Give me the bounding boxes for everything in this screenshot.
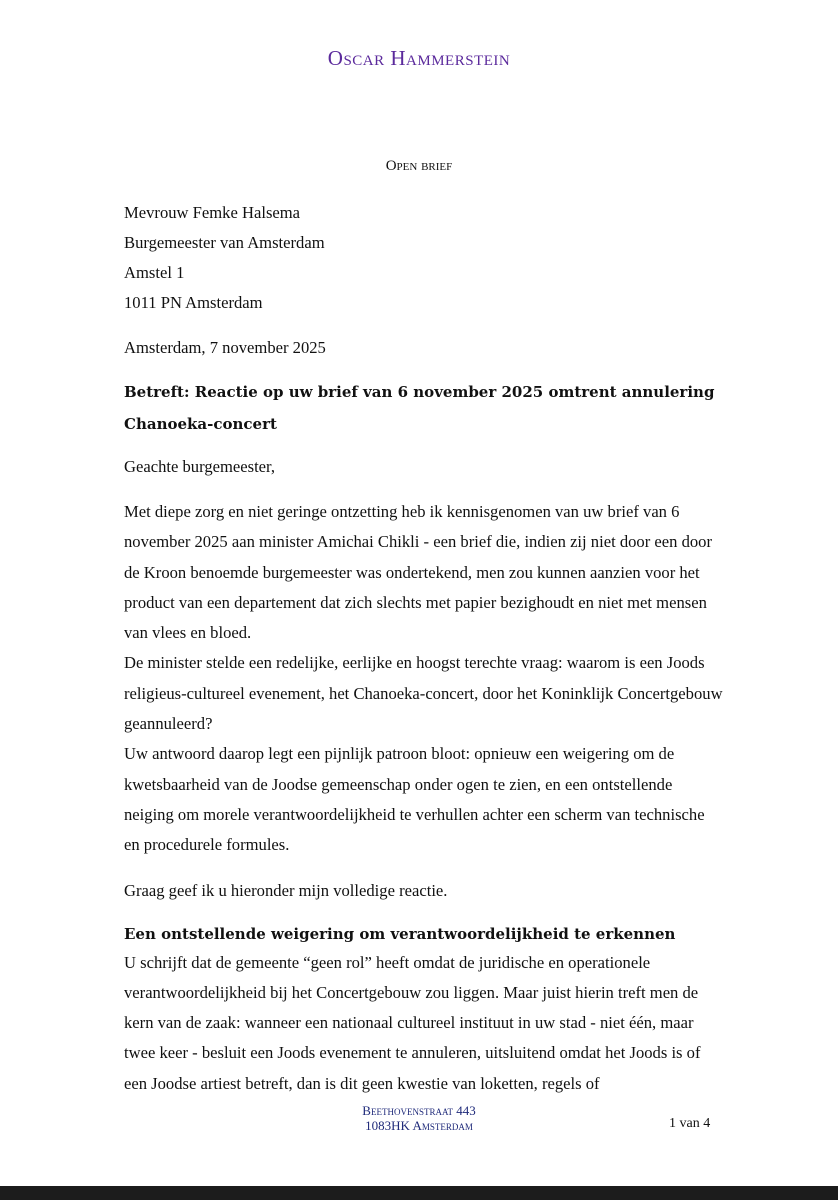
recipient-block (124, 198, 724, 318)
footer-city: 1083HK Amsterdam (365, 1118, 473, 1133)
subject-line: Betreft: Reactie op uw brief van 6 november 2025 omtrent annulering Chanoeka-concert (124, 383, 715, 433)
footer-street: Beethovenstraat 443 (362, 1103, 476, 1118)
viewer-bottom-bar (0, 1186, 838, 1200)
closing-paragraph: Graag geef ik u hieronder mijn volledige reactie. (124, 880, 448, 900)
page-number: 1 van 4 (669, 1116, 711, 1131)
date-line: Amsterdam, 7 november 2025 (124, 338, 326, 357)
letterhead-name: Oscar Hammerstein (327, 46, 511, 70)
salutation: Geachte burgemeester, (124, 457, 276, 476)
document-type: Open brief (385, 158, 453, 174)
section-paragraph: U schrijft dat de gemeente “geen rol” heeft omdat de juridische en operationele verantwoordelijkheid bij het Concertgebouw zou liggen. Maar juist hierin treft men de kern van de zaak: wanneer een nationaal cultureel instituut in uw stad - niet één, maar twee keer - besluit een Joods evenement te annuleren, uitsluitend omdat het Joods is of een Joodse artiest betreft, dan is dit geen kwestie van loketten, regels of (124, 952, 701, 1093)
recipient-name: Mevrouw Femke Halsema (124, 203, 301, 222)
recipient-city: 1011 PN Amsterdam (124, 293, 263, 312)
paragraph-intro: Met diepe zorg en niet geringe ontzetting heb ik kennisgenomen van uw brief van 6 november 2025 aan minister Amichai Chikli - een brief die, indien zij niet door een door de Kroon benoemde burgemeester was ondertekend, men zou kunnen aanzien voor het product van een departement dat zich slechts met papier bezighoudt en niet met mensen van vlees en bloed. (124, 502, 712, 643)
paragraph-pattern: Uw antwoord daarop legt een pijnlijk patroon bloot: opnieuw een weigering om de kwetsbaarheid van de Joodse gemeenschap onder ogen te zien, en een ontstellende neiging om morele verantwoordelijkheid te verhullen achter een scherm van technische en procedurele formules. (124, 744, 705, 855)
section-heading: Een ontstellende weigering om verantwoordelijkheid te erkennen (124, 924, 676, 943)
paragraph-question: De minister stelde een redelijke, eerlijke en hoogst terechte vraag: waarom is een Joods religieus-cultureel evenement, het Chanoeka-concert, door het Koninklijk Concertgebouw geannuleerd? (124, 653, 723, 734)
recipient-street: Amstel 1 (124, 263, 185, 282)
letter-body (124, 198, 724, 1099)
recipient-title: Burgemeester van Amsterdam (124, 233, 325, 252)
footer-address (0, 1103, 838, 1133)
